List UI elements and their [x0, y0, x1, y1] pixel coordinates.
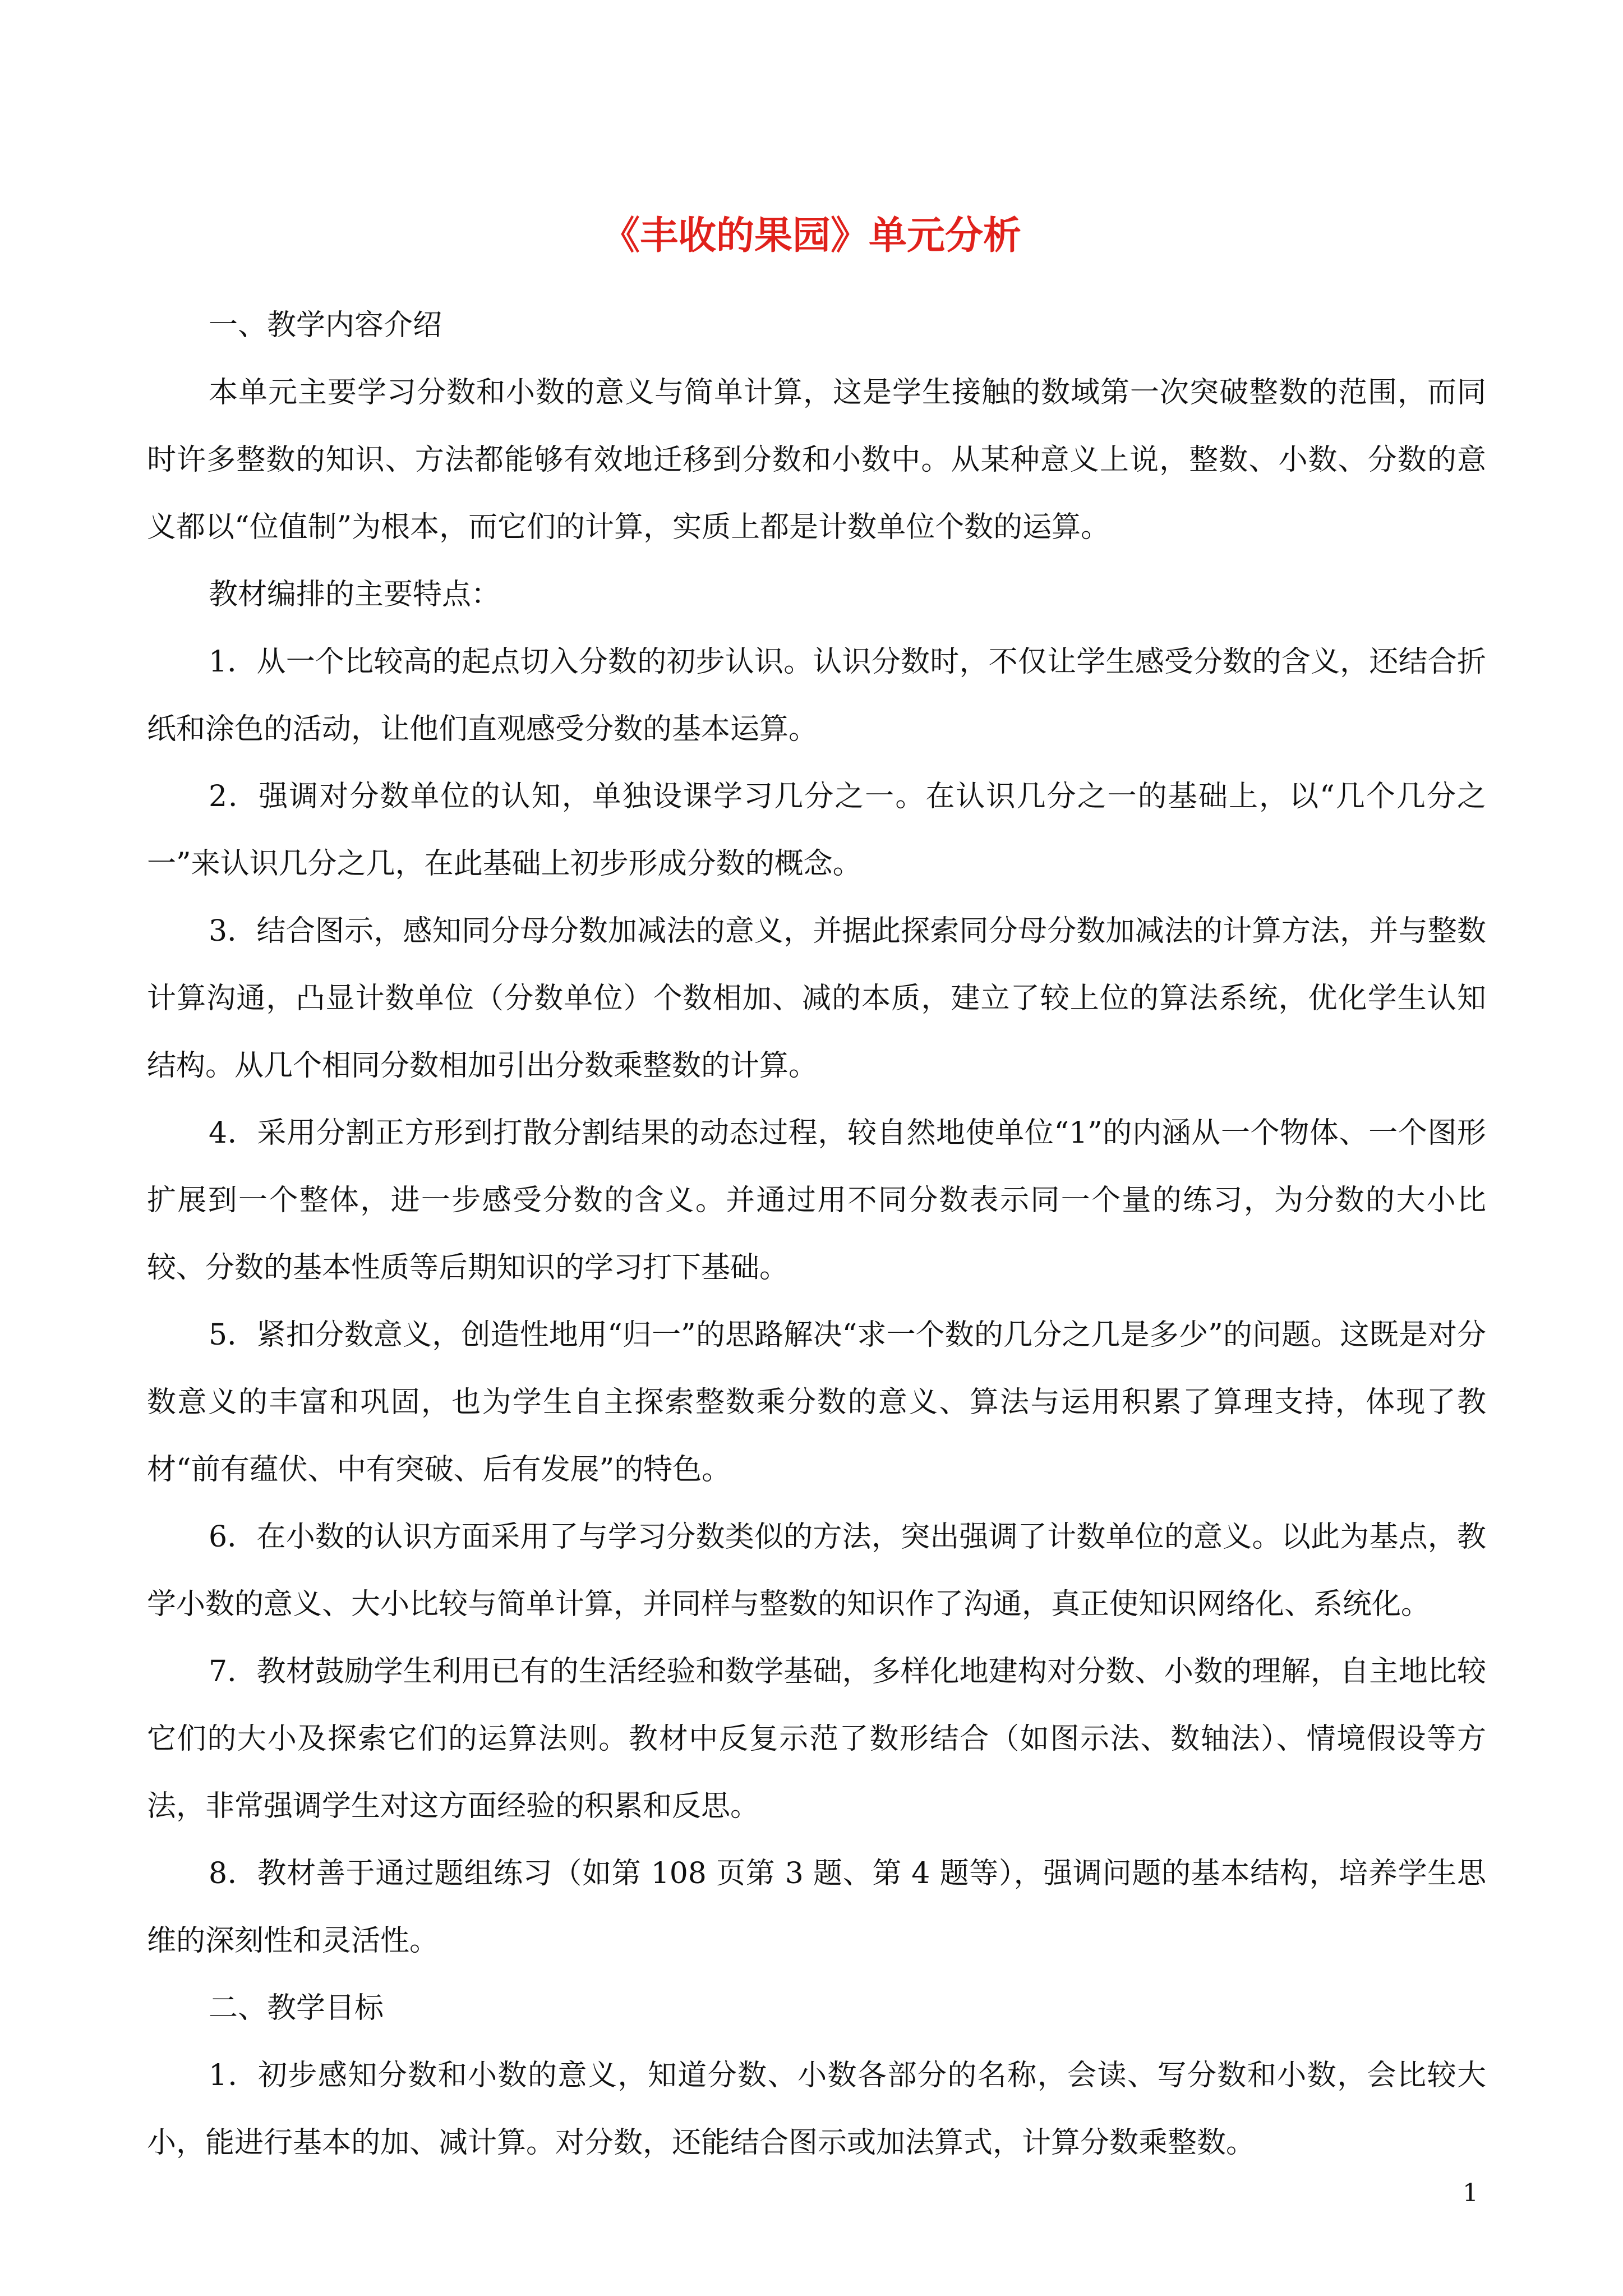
- paragraph-feature-6: 6．在小数的认识方面采用了与学习分数类似的方法，突出强调了计数单位的意义。以此为基点，教学小数的意义、大小比较与简单计算，并同样与整数的知识作了沟通，真正使知识网络化、系统化。: [147, 1520, 1486, 1621]
- section-heading-teaching-content: 一、教学内容介绍: [209, 309, 442, 342]
- paragraph-feature-5: 5．紧扣分数意义，创造性地用“归一”的思路解决“求一个数的几分之几是多少”的问题。这既是对分数意义的丰富和巩固，也为学生自主探索整数乘分数的意义、算法与运用积累了算理支持，体现了教材“前有蕴伏、中有突破、后有发展”的特色。: [147, 1318, 1486, 1487]
- paragraph-goal-1: 1．初步感知分数和小数的意义，知道分数、小数各部分的名称，会读、写分数和小数，会比较大小，能进行基本的加、减计算。对分数，还能结合图示或加法算式，计算分数乘整数。: [147, 2059, 1486, 2160]
- paragraph-unit-overview: 本单元主要学习分数和小数的意义与简单计算，这是学生接触的数域第一次突破整数的范围，而同时许多整数的知识、方法都能够有效地迁移到分数和小数中。从某种意义上说，整数、小数、分数的意义都以“位值制”为根本，而它们的计算，实质上都是计数单位个数的运算。: [147, 376, 1486, 544]
- page-number: 1: [1463, 2179, 1478, 2207]
- paragraph-features-intro: 教材编排的主要特点：: [209, 578, 501, 611]
- paragraph-feature-2: 2．强调对分数单位的认知，单独设课学习几分之一。在认识几分之一的基础上，以“几个几分之一”来认识几分之几，在此基础上初步形成分数的概念。: [147, 780, 1486, 881]
- paragraph-feature-8: 8．教材善于通过题组练习（如第 108 页第 3 题、第 4 题等），强调问题的基本结构，培养学生思维的深刻性和灵活性。: [147, 1857, 1486, 1958]
- section-heading-teaching-goals: 二、教学目标: [209, 1991, 384, 2025]
- paragraph-feature-3: 3．结合图示，感知同分母分数加减法的意义，并据此探索同分母分数加减法的计算方法，并与整数计算沟通，凸显计数单位（分数单位）个数相加、减的本质，建立了较上位的算法系统，优化学生认知结构。从几个相同分数相加引出分数乘整数的计算。: [147, 914, 1486, 1083]
- paragraph-feature-4: 4．采用分割正方形到打散分割结果的动态过程，较自然地使单位“1”的内涵从一个物体、一个图形扩展到一个整体，进一步感受分数的含义。并通过用不同分数表示同一个量的练习，为分数的大小比较、分数的基本性质等后期知识的学习打下基础。: [147, 1116, 1486, 1285]
- document-title: 《丰收的果园》单元分析: [601, 213, 1021, 258]
- document-body: [147, 292, 1486, 2177]
- paragraph-feature-7: 7．教材鼓励学生利用已有的生活经验和数学基础，多样化地建构对分数、小数的理解，自主地比较它们的大小及探索它们的运算法则。教材中反复示范了数形结合（如图示法、数轴法）、情境假设等方法，非常强调学生对这方面经验的积累和反思。: [147, 1655, 1486, 1823]
- paragraph-feature-1: 1．从一个比较高的起点切入分数的初步认识。认识分数时，不仅让学生感受分数的含义，还结合折纸和涂色的活动，让他们直观感受分数的基本运算。: [147, 645, 1486, 746]
